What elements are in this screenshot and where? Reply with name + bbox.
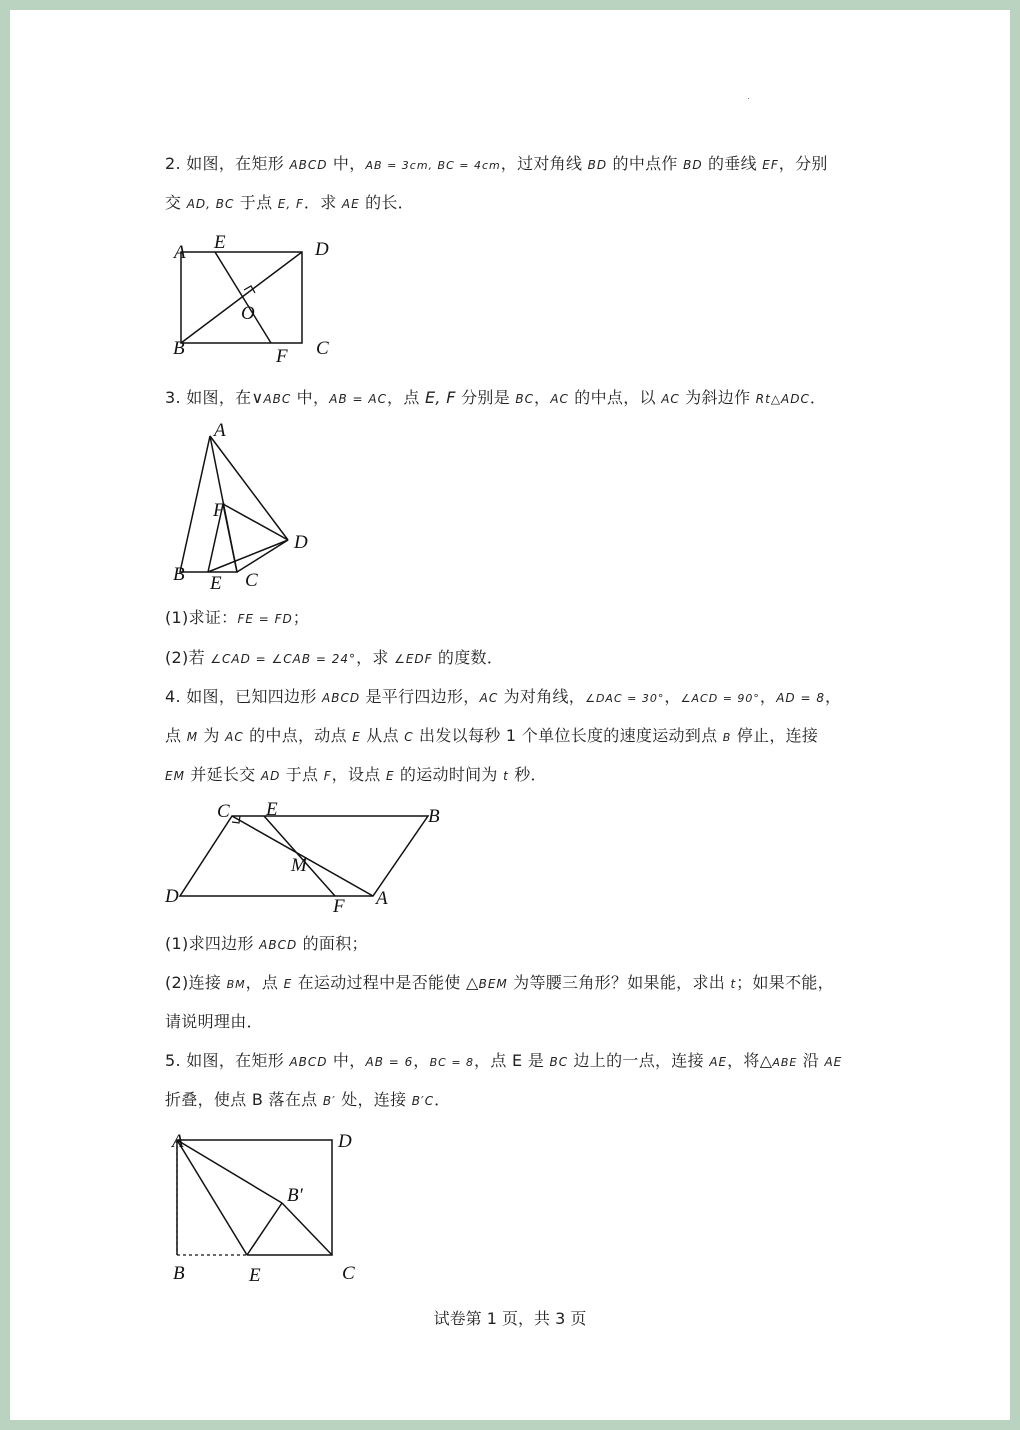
text-problem2-diag-bd2: BD (683, 158, 703, 172)
text-problem4-line1-c: 为对角线， (498, 687, 586, 706)
text-problem4-line1-f: ， (825, 687, 842, 706)
text-problem4-line3-a: EM (165, 769, 185, 783)
label-D: D (315, 239, 329, 260)
text-problem3-line1-e: ， (534, 388, 551, 407)
text-problem5-line1-b: 中， (327, 1051, 366, 1070)
figure-stroke-3 (215, 252, 271, 343)
text-problem5-line1-d: ，点 E 是 (474, 1051, 550, 1070)
problem-4-line-2 (165, 725, 818, 749)
text-problem4-q1-a: (1)求四边形 (165, 934, 260, 953)
text-problem3-line1-b: 中， (291, 388, 330, 407)
figure-stroke-23 (282, 1203, 332, 1255)
problem-5-line-2 (165, 1089, 450, 1112)
problem-4-question-2 (165, 972, 834, 996)
figure-stroke-9 (223, 504, 288, 540)
figure-stroke-7 (210, 436, 288, 540)
text-problem5-bpc: B′C (411, 1094, 435, 1108)
text-problem4-line3-b: 并延长交 (184, 765, 261, 784)
text-problem2-line1-b: 中， (327, 154, 366, 173)
text-problem3-q2-c: 的度数． (432, 648, 504, 667)
text-problem2-line1-e: 的垂线 (702, 154, 763, 173)
text-problem5-bc2: BC (549, 1055, 569, 1069)
exam-page (10, 10, 1010, 1420)
text-problem5-bp: B′ (322, 1094, 336, 1108)
text-problem5-line2-b: 处，连接 (335, 1090, 412, 1109)
label-A: A (172, 1131, 184, 1152)
label-B: B (428, 806, 440, 827)
text-problem4-line1-b: 是平行四边形， (360, 687, 480, 706)
text-problem4-q2-line2: 请说明理由． (165, 1012, 263, 1031)
text-problem4-ang1: ∠DAC = 30° (585, 692, 665, 705)
text-problem4-line2-a: 点 (165, 726, 187, 745)
text-problem4-line3-c: 于点 (280, 765, 324, 784)
text-problem5-line1-g: 沿 (797, 1051, 825, 1070)
problem-4-figure (160, 792, 450, 918)
text-problem4-q2-e2: ；如果不能， (736, 973, 834, 992)
text-problem4-line1-a: 4. 如图，已知四边形 (165, 687, 323, 706)
text-problem5-line1-a: 5. 如图，在矩形 (165, 1051, 290, 1070)
problem-4-question-1 (165, 933, 368, 956)
label-B-prime: B′ (287, 1185, 303, 1206)
page-footer: 试卷第 1 页，共 3 页 (433, 1309, 587, 1328)
figure-stroke-8 (237, 540, 288, 572)
figure-stroke-6 (180, 436, 237, 572)
label-E: E (266, 799, 278, 820)
text-problem5-line1-e: 边上的一点，连接 (568, 1051, 710, 1070)
problem-5-figure (160, 1120, 370, 1282)
label-E: E (249, 1265, 261, 1282)
text-problem4-line3-d: ，设点 (331, 765, 386, 784)
text-problem2-line2-d: 的长． (359, 193, 414, 212)
problem-4-line-1 (165, 686, 841, 710)
label-O: O (241, 303, 255, 324)
label-F: F (333, 896, 345, 917)
text-problem3-q1-eq: FE = FD (237, 612, 293, 626)
text-problem4-ac2: AC (225, 730, 244, 744)
figure-stroke-0 (181, 252, 302, 343)
text-problem4-ad2: AD (260, 769, 281, 783)
text-problem4-line2-d: 从点 (360, 726, 405, 745)
text-problem5-abe: ABE (772, 1056, 798, 1069)
text-problem3-ac: AC (550, 392, 569, 406)
text-problem4-ad: AD = 8 (776, 691, 825, 705)
text-problem4-q2-e: E (283, 977, 293, 991)
text-problem4-line3-f: 秒． (508, 765, 547, 784)
text-problem5-line2-c: ． (434, 1090, 451, 1109)
text-problem2-perp-ef: EF (762, 158, 779, 172)
text-problem4-line1-d: ， (664, 687, 681, 706)
label-A: A (376, 888, 388, 909)
text-problem2-line1-f: ，分别 (778, 154, 828, 173)
text-problem3-q2-a: (2)若 (165, 648, 211, 667)
text-problem2-diag-bd: BD (587, 158, 608, 172)
figure-stroke-12 (223, 504, 237, 572)
problem-3-question-1 (165, 607, 309, 630)
text-problem4-m: M (186, 730, 199, 744)
label-F: F (213, 500, 225, 521)
text-problem4-e2: E (385, 769, 395, 783)
text-problem3-pts-ef: E, F (425, 388, 456, 407)
text-problem3-q2-eq: ∠CAD = ∠CAB = 24° (210, 652, 357, 666)
text-problem4-line2-e: 出发以每秒 1 个单位长度的速度运动到点 (413, 726, 723, 745)
problem-2-figure (160, 228, 350, 368)
text-problem4-line3-e: 的运动时间为 (394, 765, 504, 784)
text-problem4-q2-t: t (730, 977, 737, 991)
text-problem3-line1-g: 为斜边作 (679, 388, 756, 407)
label-M: M (291, 855, 307, 876)
text-problem3-q2-ang: ∠EDF (394, 652, 433, 666)
text-problem4-q2-bm: BM (226, 978, 246, 991)
text-problem2-line1-a: 2. 如图，在矩形 (165, 154, 290, 173)
label-A: A (214, 420, 226, 441)
text-problem4-e: E (352, 730, 361, 744)
text-problem4-ac: AC (479, 691, 499, 705)
text-problem3-ac2: AC (661, 392, 680, 406)
label-E: E (210, 573, 222, 594)
text-problem3-line1-d: 分别是 (455, 388, 516, 407)
text-problem2-line2-b: 于点 (234, 193, 278, 212)
text-problem3-line1-c: ，点 (387, 388, 426, 407)
text-problem2-line2-c: ．求 (303, 193, 342, 212)
text-problem3-q1-b: ； (292, 608, 310, 627)
text-problem3-q1-a: (1)求证： (165, 608, 238, 627)
text-problem4-ang2: ∠ACD = 90° (680, 692, 760, 705)
label-C: C (245, 570, 258, 591)
text-problem4-q2-c: 在运动过程中是否能使 △ (292, 973, 479, 992)
text-problem3-rt: Rt△ADC (755, 392, 810, 406)
problem-2-line-1 (165, 153, 828, 177)
text-problem3-line1-h: ． (809, 388, 827, 407)
problem-3-figure (160, 412, 330, 594)
text-problem2-points-ef: E, F (277, 197, 304, 211)
text-problem3-line1-a: 3. 如图，在∨ (165, 388, 264, 407)
text-problem4-q1-b: 的面积； (297, 934, 368, 953)
text-problem4-q2-bem: BEM (478, 977, 508, 991)
text-problem2-rect-abcd: ABCD (289, 158, 328, 172)
label-C: C (342, 1263, 355, 1282)
problem-2-line-2 (165, 192, 414, 215)
text-problem5-line1-c: ， (413, 1051, 430, 1070)
label-B: B (173, 338, 185, 359)
figure-stroke-20 (177, 1140, 247, 1255)
text-problem2-seg-ae: AE (341, 197, 360, 211)
text-problem3-eq: AB = AC (329, 392, 388, 406)
text-problem4-b: B (722, 731, 732, 744)
text-problem4-f: F (323, 769, 332, 783)
text-problem4-q2-a: (2)连接 (165, 973, 227, 992)
text-problem4-line1-e: ， (759, 687, 777, 706)
text-problem2-line2-a: 交 (165, 193, 187, 212)
problem-4-line-3 (165, 764, 547, 787)
text-problem4-line2-c: 的中点，动点 (243, 726, 353, 745)
label-E: E (214, 232, 226, 253)
figure-stroke-19 (177, 1140, 332, 1255)
text-problem5-rect: ABCD (289, 1055, 328, 1069)
text-problem4-q2-d: 为等腰三角形？如果能，求出 (507, 973, 731, 992)
text-problem4-c: C (404, 730, 414, 744)
label-C: C (316, 338, 329, 359)
text-problem4-line2-f: 停止，连接 (731, 726, 819, 745)
figure-stroke-22 (247, 1203, 282, 1255)
text-problem5-ab: AB = 6 (365, 1055, 414, 1069)
text-problem5-line1-f: ，将△ (727, 1051, 773, 1070)
label-C: C (217, 801, 230, 822)
label-F: F (276, 346, 288, 367)
problem-3-question-2 (165, 647, 503, 670)
text-problem3-q2-b: ，求 (356, 648, 395, 667)
figure-stroke-5 (180, 436, 288, 572)
problem-5-line-1 (165, 1050, 842, 1074)
label-B: B (173, 564, 185, 585)
label-A: A (174, 242, 186, 263)
text-problem3-bc: BC (515, 392, 535, 406)
text-problem4-line2-b: 为 (198, 726, 226, 745)
text-problem4-quad: ABCD (322, 691, 361, 705)
text-problem4-t: t (503, 769, 509, 783)
figure-stroke-21 (177, 1140, 282, 1203)
text-problem2-sides: AD, BC (186, 197, 235, 211)
label-D: D (165, 886, 179, 907)
text-problem5-bc: BC = 8 (429, 1056, 475, 1069)
text-problem4-q2-b: ，点 (245, 973, 284, 992)
text-problem2-line1-c: ，过对角线 (500, 154, 588, 173)
text-problem3-line1-f: 的中点，以 (568, 388, 662, 407)
label-B: B (173, 1263, 185, 1282)
text-problem3-tri-abc: ABC (263, 392, 292, 406)
problem-4-question-2-continued (165, 1011, 263, 1033)
label-D: D (294, 532, 308, 553)
figure-stroke-11 (208, 540, 288, 572)
label-D: D (338, 1131, 352, 1152)
text-problem2-given: AB = 3cm, BC = 4cm (365, 159, 501, 172)
text-problem2-line1-d: 的中点作 (607, 154, 684, 173)
text-problem5-line2-a: 折叠，使点 B 落在点 (165, 1090, 323, 1109)
text-problem5-ae: AE (709, 1055, 728, 1069)
problem-3-line-1 (165, 387, 826, 410)
figure-stroke-18 (177, 1140, 332, 1255)
text-problem4-q1-quad: ABCD (259, 938, 298, 952)
figure-stroke-2 (181, 252, 302, 343)
speck (748, 98, 749, 99)
text-problem5-ae2: AE (824, 1055, 843, 1069)
